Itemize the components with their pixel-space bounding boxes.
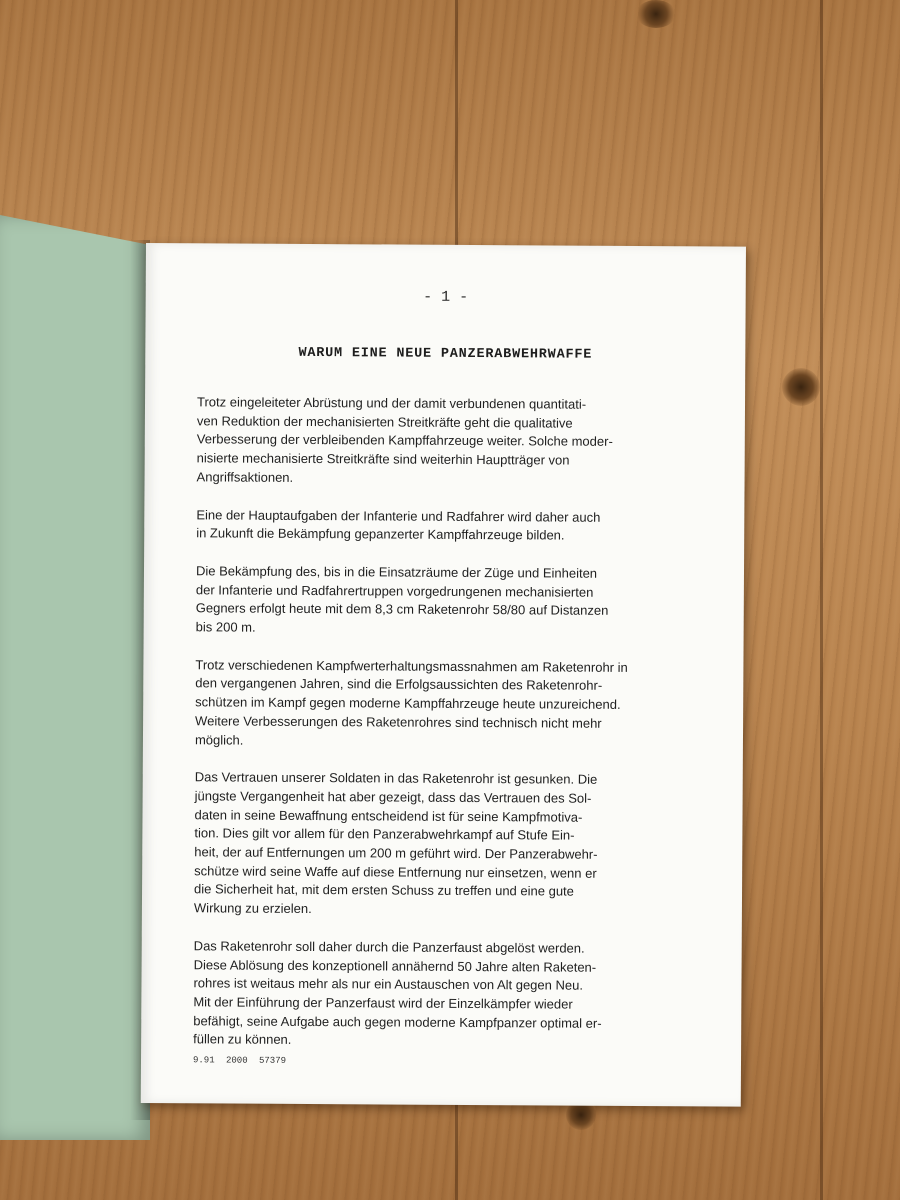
document-page <box>141 243 746 1107</box>
text-line: die Sicherheit hat, mit dem ersten Schuss zu treffen und eine gute <box>194 881 574 900</box>
wood-knot <box>782 368 820 406</box>
paragraph <box>194 769 687 922</box>
text-line: nisierte mechanisierte Streitkräfte sind weiterhin Hauptträger von <box>196 450 570 468</box>
paragraph <box>197 393 690 490</box>
paragraph <box>193 937 686 1052</box>
text-line: Weitere Verbesserungen des Raketenrohres sind technisch nicht mehr <box>195 713 602 731</box>
text-line: Wirkung zu erzielen. <box>193 900 312 917</box>
booklet-cover <box>0 215 150 1140</box>
page-number: - 1 - <box>423 288 469 306</box>
text-line: tion. Dies gilt vor allem für den Panzerabwehrkampf auf Stufe Ein- <box>194 825 575 843</box>
plank-seam <box>820 0 823 1200</box>
text-line: in Zukunft die Bekämpfung gepanzerter Kampffahrzeuge bilden. <box>196 525 565 543</box>
text-line: daten in seine Bewaffnung entscheidend ist für seine Kampfmotiva- <box>194 806 583 825</box>
text-line: Trotz eingeleiteter Abrüstung und der damit verbundenen quantitati- <box>196 394 587 412</box>
text-line: Trotz verschiedenen Kampfwerterhaltungsmassnahmen am Raketenrohr in <box>195 657 628 675</box>
paragraph <box>196 562 688 640</box>
text-line: füllen zu können. <box>193 1031 292 1048</box>
text-line: Mit der Einführung der Panzerfaust wird der Einzelkämpfer wieder <box>193 994 573 1012</box>
text-line: Eine der Hauptaufgaben der Infanterie und Radfahrer wird daher auch <box>196 506 601 525</box>
text-line: Angriffsaktionen. <box>196 469 294 485</box>
paragraph <box>195 656 688 753</box>
text-line: rohres ist weitaus mehr als nur ein Austauschen von Alt gegen Neu. <box>193 975 584 993</box>
text-line: Das Raketenrohr soll daher durch die Panzerfaust abgelöst werden. <box>193 938 585 956</box>
paragraph <box>196 506 688 546</box>
text-line: schütze wird seine Waffe auf diese Entfernung nur einsetzen, wenn er <box>194 863 597 881</box>
wood-knot <box>636 0 676 28</box>
text-line: jüngste Vergangenheit hat aber gezeigt, dass das Vertrauen des Sol- <box>194 788 592 806</box>
body-text <box>193 393 689 1071</box>
text-line: Diese Ablösung des konzeptionell annähernd 50 Jahre alten Raketen- <box>193 956 597 975</box>
text-line: schützen im Kampf gegen moderne Kampffahrzeuge heute unzureichend. <box>195 694 621 713</box>
text-line: den vergangenen Jahren, sind die Erfolgsaussichten des Raketenrohr- <box>195 675 603 694</box>
text-line: Das Vertrauen unserer Soldaten in das Raketenrohr ist gesunken. Die <box>194 769 598 788</box>
text-line: befähigt, seine Aufgabe auch gegen moderne Kampfpanzer optimal er- <box>193 1012 602 1031</box>
text-line: möglich. <box>194 731 244 748</box>
text-line: heit, der auf Entfernungen um 200 m geführt wird. Der Panzerabwehr- <box>194 844 598 862</box>
text-line: ven Reduktion der mechanisierten Streitkräfte geht die qualitative <box>196 413 573 431</box>
text-line: Verbesserung der verbleibenden Kampffahrzeuge weiter. Solche moder- <box>196 431 613 450</box>
print-code: 9.91 2000 57379 <box>192 1055 287 1066</box>
text-line: Gegners erfolgt heute mit dem 8,3 cm Raketenrohr 58/80 auf Distanzen <box>195 600 609 619</box>
text-line: bis 200 m. <box>195 619 256 635</box>
document-title: WARUM EINE NEUE PANZERABWEHRWAFFE <box>298 345 593 363</box>
text-line: der Infanterie und Radfahrertruppen vorgedrungenen mechanisierten <box>195 581 594 600</box>
text-line: Die Bekämpfung des, bis in die Einsatzräume der Züge und Einheiten <box>195 563 598 581</box>
